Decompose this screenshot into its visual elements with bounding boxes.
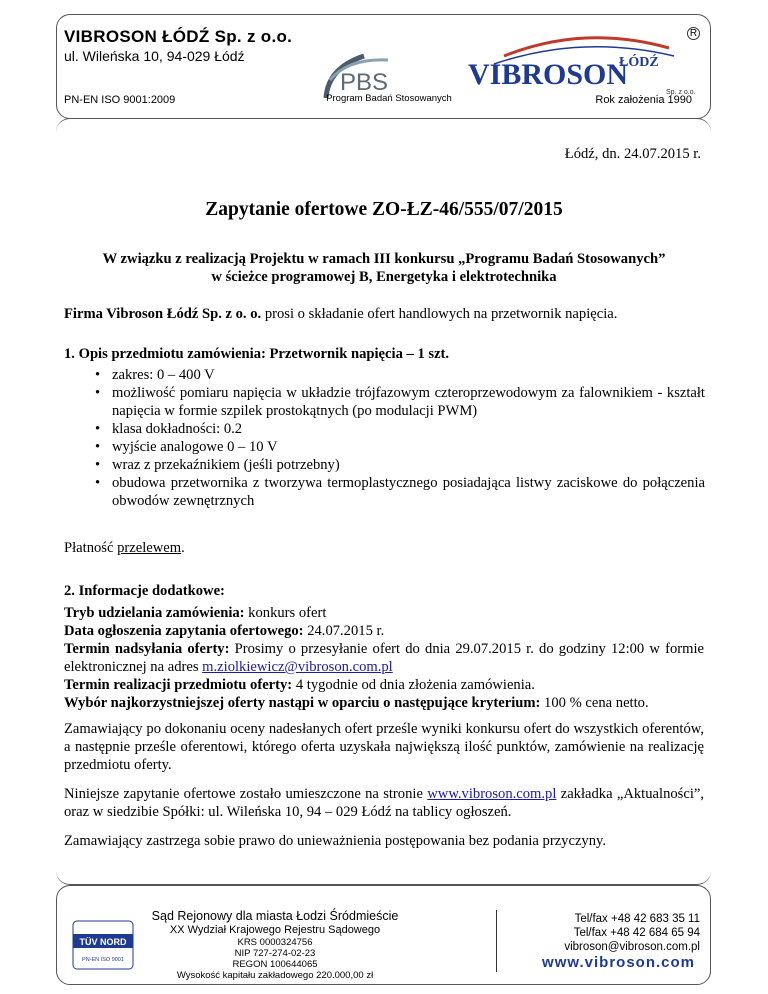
intro-line: w ścieżce programowej B, Energetyka i elektrotechnika [211,269,557,285]
court-registration [140,909,410,981]
info-value: 4 tygodnie od dnia złożenia zamówienia. [292,677,535,693]
registered-mark-icon: R [687,27,700,40]
info-label: Termin realizacji przedmiotu oferty: [64,677,293,693]
additional-info-block [64,604,704,712]
section-1-heading: 1. Opis przedmiotu zamówienia: Przetwornik napięcia – 1 szt. [64,346,450,362]
contact-email-link[interactable]: m.ziolkiewicz@vibroson.com.pl [202,659,393,675]
pbs-caption: Program Badań Stosowanych [326,93,452,104]
vibroson-logo-sub: Sp. z o.o. [666,89,696,96]
iso-certificate: PN-EN ISO 9001:2009 [64,94,176,106]
footer-email[interactable]: vibroson@vibroson.com.pl [564,941,700,953]
list-item: • możliwość pomiaru napięcia w układzie trójfazowym czteroprzewodowym za falownikiem - kształt napięcia w formie szpilek prostokątnych (po modulacji PWM) [95,384,705,420]
info-value: 100 % cena netto. [540,695,649,711]
list-item: • zakres: 0 – 400 V [95,366,705,384]
results-paragraph: Zamawiający po dokonaniu oceny nadesłanych ofert prześle wyniki konkursu ofert do wszystkich oferentów, a następnie prześle oferentowi, którego oferta uzyskała największą ilość punktów, zamówienie na realizację przedmiotu oferty. [64,721,704,773]
list-item: • wraz z przekaźnikiem (jeśli potrzebny) [95,456,705,474]
posted-prefix: Niniejsze zapytanie ofertowe zostało umieszczone na stronie [64,786,428,802]
tuv-nord-logo [72,920,134,970]
share-capital: Wysokość kapitału zakładowego 220.000,00 zł [176,970,374,981]
info-label: Data ogłoszenia zapytania ofertowego: [64,623,304,639]
info-value: konkurs ofert [244,605,327,621]
request-text: prosi o składanie ofert handlowych na przetwornik napięcia. [261,306,618,322]
vibroson-logo-name: VIBROSON [468,58,629,91]
footer-website[interactable]: www.vibroson.com [542,954,695,971]
payment-prefix: Płatność [64,540,118,556]
payment-paragraph [64,539,704,557]
list-item: • wyjście analogowe 0 – 10 V [95,438,705,456]
tuv-logo-text: TÜV NORD [79,937,127,947]
website-link[interactable]: www.vibroson.com.pl [427,786,557,802]
regon-number: REGON 100644065 [232,959,318,970]
info-line-criteria [64,694,704,712]
posted-suffix: zakładka „Aktualności”, oraz w siedzibie Spółki: ul. Wileńska 10, 94 – 029 Łódź na tablicy ogłoszeń. [64,786,705,820]
footer-divider-arc [56,871,711,885]
info-line-announce [64,622,704,640]
info-value: Prosimy o przesyłanie ofert do dnia 29.07.2015 r. do godziny 12:00 w formie elektronicznej na adres [64,641,704,675]
request-company: Firma Vibroson Łódź Sp. z o. o. [64,306,262,322]
list-item: • klasa dokładności: 0.2 [95,420,705,438]
vibroson-logo-city: ŁÓDŹ [619,55,659,70]
nip-number: NIP 727-274-02-23 [234,948,316,959]
phone-fax-2: Tel/fax +48 42 684 65 94 [573,927,700,939]
court-department: XX Wydział Krajowego Rejestru Sądowego [169,924,381,936]
court-name: Sąd Rejonowy dla miasta Łodzi Śródmieście [151,909,399,923]
request-paragraph [64,305,704,323]
contact-info [500,912,700,954]
info-label: Tryb udzielania zamówienia: [64,605,245,621]
header-divider-arc [56,118,711,132]
document-date: Łódź, dn. 24.07.2015 r. [564,146,701,162]
reserve-paragraph: Zamawiający zastrzega sobie prawo do unieważnienia postępowania bez podania przyczyny. [64,833,607,849]
info-label: Termin nadsyłania oferty: [64,641,230,657]
info-line-realization [64,676,704,694]
intro-paragraph [64,250,704,286]
info-label: Wybór najkorzystniejszej oferty nastąpi w oparciu o następujące kryterium: [64,695,541,711]
phone-fax-1: Tel/fax +48 42 683 35 11 [574,913,700,925]
info-value: 24.07.2015 r. [303,623,385,639]
vibroson-logo [464,26,704,96]
document-title: Zapytanie ofertowe ZO-ŁZ-46/555/07/2015 [205,199,563,220]
info-line-deadline [64,640,704,676]
company-address: ul. Wileńska 10, 94-029 Łódź [64,48,245,64]
section-2-heading: 2. Informacje dodatkowe: [64,583,225,599]
founded-year: Rok założenia 1990 [595,94,692,106]
footer-divider [496,910,497,972]
krs-number: KRS 0000324756 [237,937,313,948]
payment-method: przelewem [117,540,182,556]
posted-paragraph [64,785,704,821]
list-item: • obudowa przetwornika z tworzywa termoplastycznego posiadająca listwy zaciskowe do połączenia obwodów zewnętrznych [95,474,705,510]
payment-suffix: . [181,540,185,556]
specification-list [95,366,705,510]
intro-line: W związku z realizacją Projektu w ramach III konkursu „Programu Badań Stosowanych” [102,251,666,267]
pbs-logo-text: PBS [340,69,389,96]
company-name: VIBROSON ŁÓDŹ Sp. z o.o. [64,27,293,46]
info-line-mode [64,604,704,622]
tuv-logo-sub: PN-EN ISO 9001 [82,957,124,963]
